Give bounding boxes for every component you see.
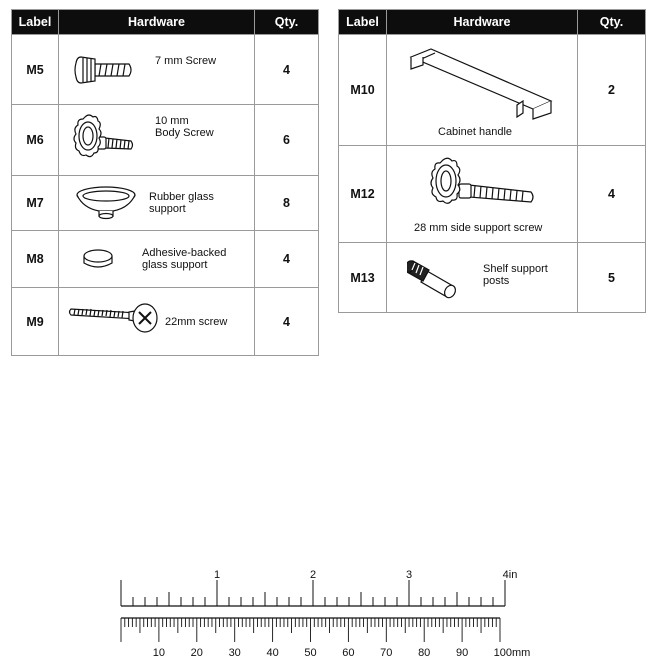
hardware-cell <box>387 146 578 243</box>
row-label: M6 <box>12 105 59 176</box>
mm-ruler <box>121 618 530 659</box>
row-label: M13 <box>339 243 387 313</box>
row-label: M5 <box>12 35 59 105</box>
row-qty: 5 <box>578 243 646 313</box>
mm-label: 10 <box>152 647 166 659</box>
hardware-cell <box>59 176 255 231</box>
inch-label: 4in <box>502 569 518 581</box>
row-qty: 4 <box>255 35 319 105</box>
row-qty: 4 <box>255 288 319 356</box>
long-phillips-screw-icon <box>67 302 163 342</box>
hardware-caption: Cabinet handle <box>438 126 513 138</box>
rubber-glass-support-icon <box>73 182 139 224</box>
shelf-support-post-icon <box>407 255 473 303</box>
hardware-caption: 22mm screw <box>165 316 228 328</box>
row-qty: 6 <box>255 105 319 176</box>
short-screw-icon <box>71 53 135 87</box>
inch-label: 1 <box>213 569 221 581</box>
table-row <box>12 288 319 356</box>
label-header: Label <box>339 10 387 35</box>
hardware-cell <box>387 243 578 313</box>
hardware-caption: Adhesive-backed glass support <box>142 247 227 271</box>
row-label: M9 <box>12 288 59 356</box>
hardware-cell <box>59 288 255 356</box>
hardware-caption: 10 mm Body Screw <box>155 115 214 139</box>
table-header-row <box>12 10 319 35</box>
mm-label: 70 <box>380 647 393 659</box>
inch-ruler <box>121 569 517 606</box>
row-qty: 8 <box>255 176 319 231</box>
hardware-header: Hardware <box>59 10 255 35</box>
knurled-body-screw-icon <box>69 111 139 169</box>
inch-label: 2 <box>309 569 317 581</box>
inch-label: 3 <box>405 569 413 581</box>
mm-label: 80 <box>418 647 431 659</box>
measurement-rulers <box>0 560 654 668</box>
row-qty: 4 <box>255 231 319 288</box>
table-row <box>12 176 319 231</box>
hardware-caption: 28 mm side support screw <box>414 222 543 234</box>
hardware-cell <box>59 105 255 176</box>
qty-header: Qty. <box>255 10 319 35</box>
mm-label: 20 <box>190 647 203 659</box>
hardware-header: Hardware <box>387 10 578 35</box>
table-row <box>339 146 646 243</box>
row-label: M12 <box>339 146 387 243</box>
table-header-row <box>339 10 646 35</box>
label-header: Label <box>12 10 59 35</box>
mm-label: 90 <box>455 647 469 659</box>
hardware-cell <box>59 35 255 105</box>
mm-label: 60 <box>342 647 355 659</box>
table-row <box>12 35 319 105</box>
hardware-caption: 7 mm Screw <box>155 55 217 67</box>
row-label: M10 <box>339 35 387 146</box>
mm-label: 100mm <box>493 647 531 659</box>
qty-header: Qty. <box>578 10 646 35</box>
side-support-screw-icon <box>425 154 539 218</box>
adhesive-pad-icon <box>81 247 115 273</box>
row-qty: 4 <box>578 146 646 243</box>
mm-label: 30 <box>228 647 241 659</box>
table-row <box>339 243 646 313</box>
hardware-cell <box>387 35 578 146</box>
row-qty: 2 <box>578 35 646 146</box>
hardware-caption: Shelf support posts <box>483 263 548 287</box>
hardware-cell <box>59 231 255 288</box>
cabinet-handle-icon <box>405 43 561 123</box>
row-label: M7 <box>12 176 59 231</box>
hardware-table-left <box>11 9 319 356</box>
mm-label: 40 <box>266 647 279 659</box>
table-row <box>12 105 319 176</box>
table-row <box>339 35 646 146</box>
mm-label: 50 <box>304 647 317 659</box>
hardware-table-right <box>338 9 646 313</box>
hardware-caption: Rubber glass support <box>149 191 214 215</box>
row-label: M8 <box>12 231 59 288</box>
table-row <box>12 231 319 288</box>
